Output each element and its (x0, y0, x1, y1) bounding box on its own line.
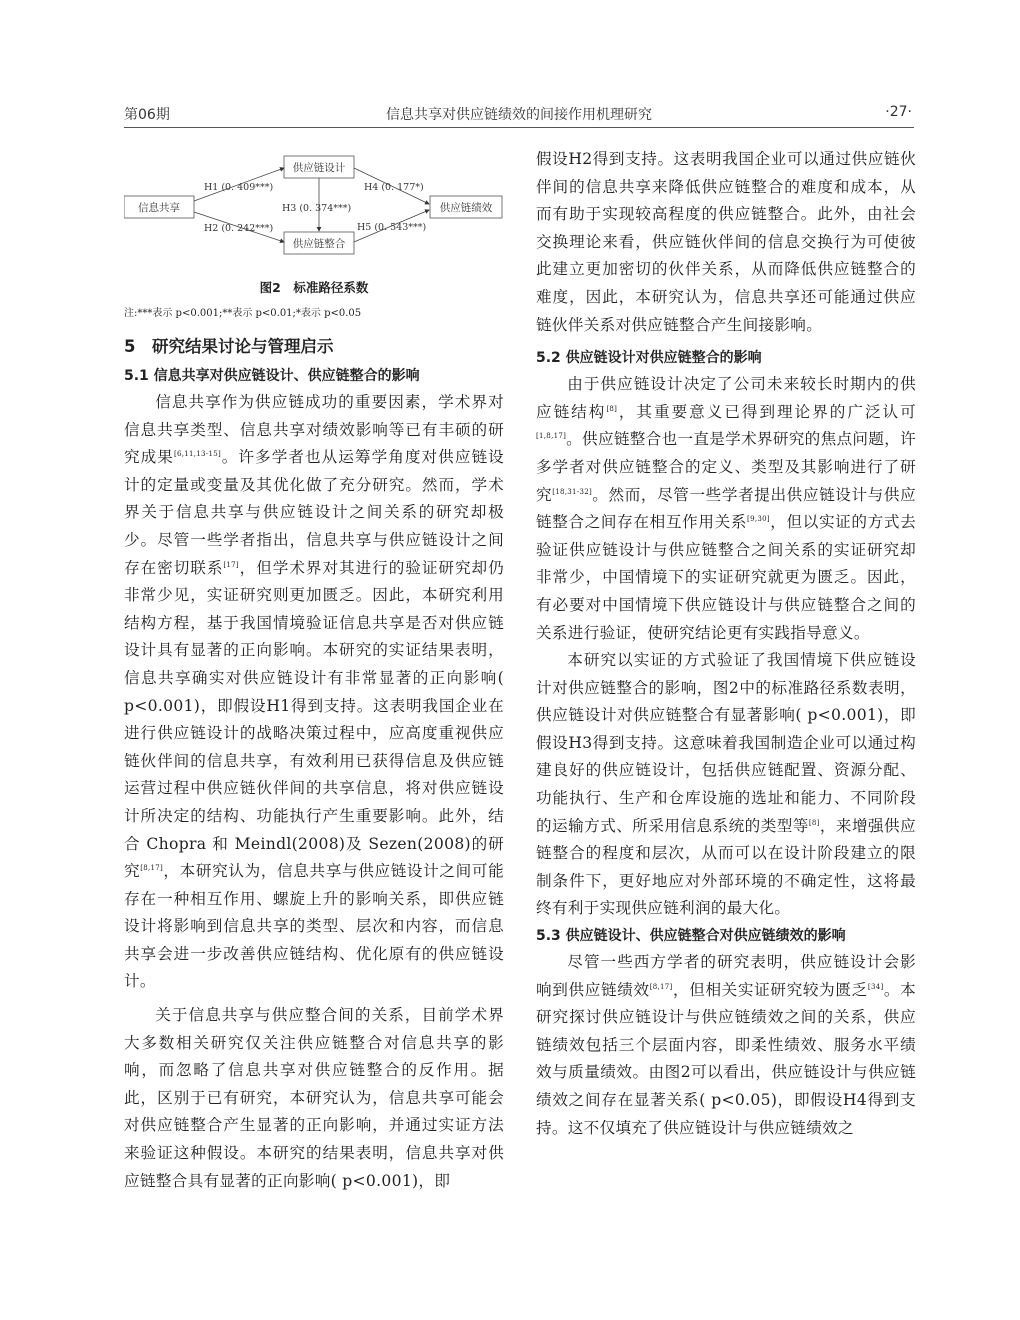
node-info-label: 信息共享 (138, 202, 180, 214)
path-h5-label: H5 (0. 543***) (357, 222, 427, 233)
header-rule (124, 127, 914, 128)
citation: [8,17] (140, 863, 164, 872)
node-integration-label: 供应链整合 (292, 238, 346, 250)
paragraph-5-2-a: 由于供应链设计决定了公司未来较长时期内的供应链结构[8]，其重要意义已得到理论界的广泛认可[1,8,17]。供应链整合也一直是学术界研究的焦点问题，许多学者对供应链整合的定义、类型及其影响进行了研究[18,31-32]。然而，尽管一些学者提出供应链设计与供应链整合之间存在相互作用关系[9,30]，但以实证的方式去验证供应链设计与供应链整合之间关系的实证研究却非常少，中国情境下的实证研究就更为匮乏。因此，有必要对中国情境下供应链设计与供应链整合之间的关系进行验证，使研究结论更有实践指导意义。 (536, 375, 917, 642)
citation: [17] (223, 560, 239, 569)
section-5-1-heading: 5.1 信息共享对供应链设计、供应链整合的影响 (124, 368, 420, 384)
path-h4-label: H4 (0. 177*) (364, 182, 424, 193)
citation: [18,31-32] (552, 487, 592, 496)
figure-note: 注:***表示 p<0.001;**表示 p<0.01;*表示 p<0.05 (124, 308, 362, 319)
citation: [8] (808, 818, 820, 827)
page-header (124, 104, 912, 126)
running-title: 信息共享对供应链绩效的间接作用机理研究 (386, 107, 652, 123)
paragraph-5-1-b: 关于信息共享与供应整合间的关系，目前学术界大多数相关研究仅关注供应链整合对信息共享的影响，而忽略了信息共享对供应链整合的反作用。据此，区别于已有研究，本研究认为，信息共享可能会对供应链整合产生显著的正向影响，并通过实证方法来验证这种假设。本研究的结果表明，信息共享对供应链整合具有显著的正向影响( p<0.001)，即 (124, 1006, 504, 1190)
paragraph-5-2-b: 本研究以实证的方式验证了我国情境下供应链设计对供应链整合的影响，图2中的标准路径系数表明，供应链设计对供应链整合有显著影响( p<0.001)，即假设H3得到支持。这意味着我国制造企业可以通过构建良好的供应链设计，包括供应链配置、资源分配、功能执行、生产和仓库设施的选址和能力、不同阶段的运输方式、所采用信息系统的类型等[8]，来增强供应链整合的程度和层次，从而可以在设计阶段建立的限制条件下，更好地应对外部环境的不确定性，这将最终有利于实现供应链利润的最大化。 (536, 651, 916, 918)
left-column (124, 146, 504, 1195)
page-number: ·27· (885, 104, 912, 120)
citation: [8,17] (649, 982, 673, 991)
citation: [6,11,13-15] (173, 450, 222, 458)
path-h3-label: H3 (0. 374***) (282, 203, 352, 214)
section-5-2-heading: 5.2 供应链设计对供应链整合的影响 (536, 350, 762, 367)
node-design-label: 供应链设计 (292, 162, 346, 174)
node-performance-label: 供应链绩效 (439, 202, 493, 214)
section-5-heading: 5 研究结果讨论与管理启示 (124, 337, 334, 356)
path-diagram (124, 146, 504, 256)
paragraph-5-3-a: 尽管一些西方学者的研究表明，供应链设计会影响到供应链绩效[8,17]，但相关实证研究较为匮乏[34]。本研究探讨供应链设计与供应链绩效之间的关系，供应链绩效包括三个层面内容，即柔性绩效、服务水平绩效与质量绩效。由图2可以看出，供应链设计与供应链绩效之间存在显著关系( p<0.05)，即假设H4得到支持。这不仅填充了供应链设计与供应链绩效之 (536, 953, 916, 1137)
paragraph-5-1-c: 假设H2得到支持。这表明我国企业可以通过供应链伙伴间的信息共享来降低供应链整合的难度和成本，从而有助于实现较高程度的供应链整合。此外，由社会交换理论来看，供应链伙伴间的信息交换行为可使彼此建立更加密切的伙伴关系，从而降低供应链整合的难度，因此，本研究认为，信息共享还可能通过供应链伙伴关系对供应链整合产生间接影响。 (536, 150, 916, 334)
citation: [1,8,17] (536, 432, 567, 441)
citation: [34] (867, 982, 884, 991)
path-h1-label: H1 (0. 409***) (204, 182, 274, 193)
citation: [9,30] (747, 514, 770, 523)
section-5-3-heading: 5.3 供应链设计、供应链整合对供应链绩效的影响 (536, 928, 846, 945)
paragraph-5-1-a: 信息共享作为供应链成功的重要因素，学术界对信息共享类型、信息共享对绩效影响等已有丰硕的研究成果[6,11,13-15]。许多学者也从运筹学角度对供应链设计的定量或变量及其优化做了充分研究。然而，学术界关于信息共享与供应链设计之间关系的研究却极少。尽管一些学者指出，信息共享与供应链设计之间存在密切联系[17]，但学术界对其进行的验证研究却仍非常少见，实证研究则更加匮乏。因此，本研究利用结构方程，基于我国情境验证信息共享是否对供应链设计具有显著的正向影响。本研究的实证结果表明，信息共享确实对供应链设计有非常显著的正向影响( p<0.001)，即假设H1得到支持。这表明我国企业在进行供应链设计的战略决策过程中，应高度重视供应链伙伴间的信息共享，有效利用已获得信息及供应链运营过程中供应链伙伴间的共享信息，将对供应链设计所决定的结构、功能执行产生重要影响。此外，结合 Chopra 和 Meindl(2008)及 Sezen(2008)的研究[8,17]，本研究认为，信息共享与供应链设计之间可能存在一种相互作用、螺旋上升的影响关系，即供应链设计将影响到信息共享的类型、层次和内容，而信息共享会进一步改善供应链结构、优化原有的供应链设计。 (124, 393, 504, 991)
path-h2-label: H2 (0. 242***) (204, 223, 274, 234)
figure-caption: 图2 标准路径系数 (259, 280, 369, 295)
citation: [8] (606, 404, 618, 413)
right-column (536, 146, 916, 1142)
issue-label: 第06期 (124, 107, 170, 123)
path-diagram-svg (124, 146, 504, 256)
